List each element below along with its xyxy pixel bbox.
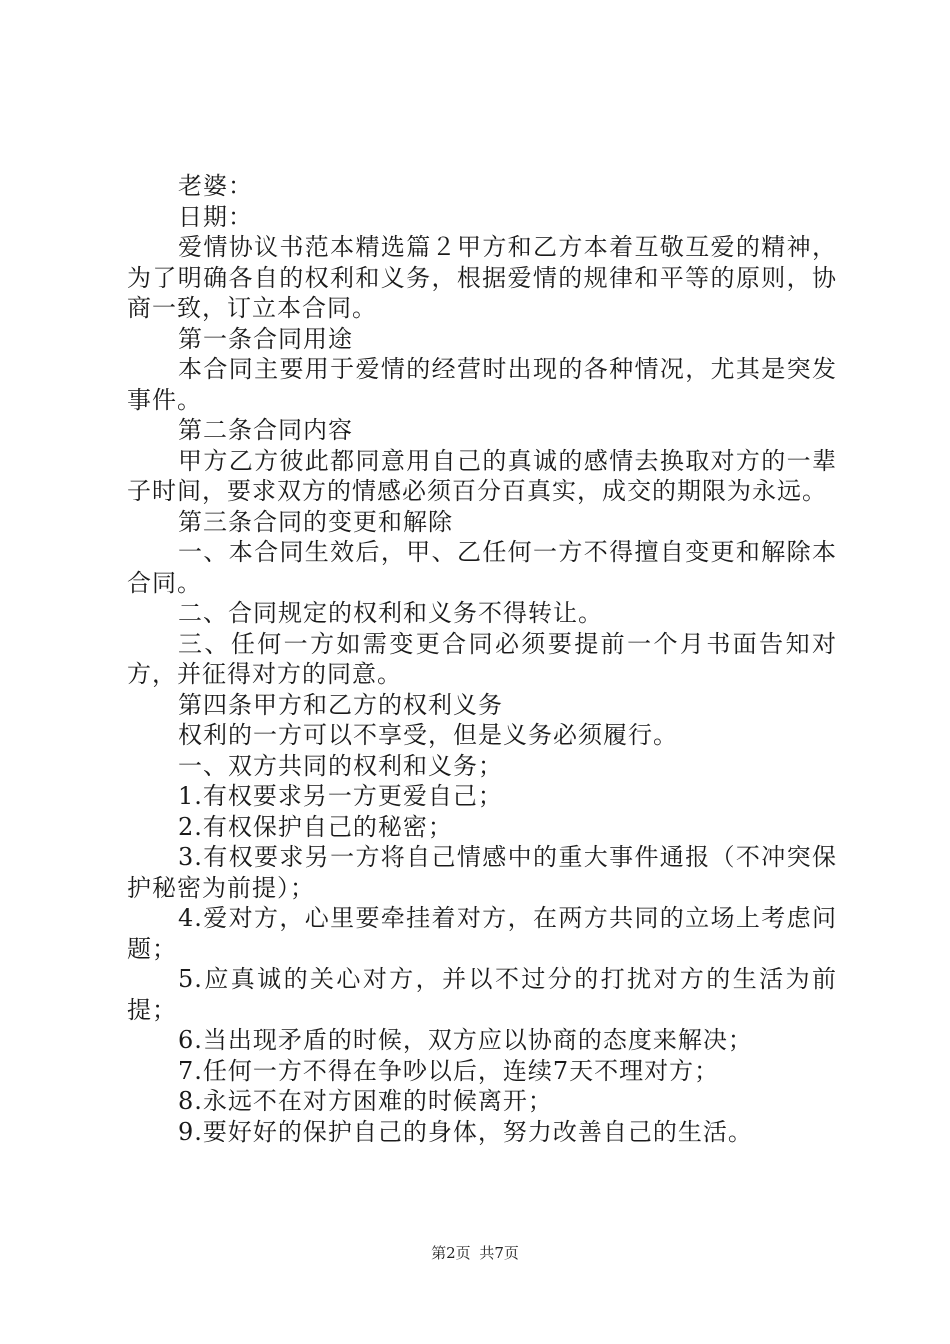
list-item-6: 6.当出现矛盾的时候，双方应以协商的态度来解决； xyxy=(178,1026,753,1054)
page-footer xyxy=(0,1243,950,1263)
list-item-8: 8.永远不在对方困难的时候离开； xyxy=(178,1087,553,1115)
paragraph-intro: 爱情协议书范本精选篇２甲方和乙方本着互敬互爱的精神，为了明确各自的权利和义务，根据爱情的规律和平等的原则，协商一致，订立本合同。 xyxy=(127,233,837,322)
list-item-2: 2.有权保护自己的秘密； xyxy=(178,812,453,841)
paragraph-article-4-section-1: 一、双方共同的权利和义务； xyxy=(178,751,503,780)
list-item-4: 4.爱对方，心里要牵挂着对方，在两方共同的立场上考虑问题； xyxy=(127,904,837,963)
paragraph-husband-wife-sign: 老婆： xyxy=(178,172,253,200)
list-item-7: 7.任何一方不得在争吵以后，连续7天不理对方； xyxy=(178,1056,720,1085)
list-item-1: 1.有权要求另一方更爱自己； xyxy=(178,782,503,810)
heading-article-3: 第三条合同的变更和解除 xyxy=(178,507,453,536)
list-item-9: 9.要好好的保护自己的身体，努力改善自己的生活。 xyxy=(178,1117,753,1146)
heading-article-2: 第二条合同内容 xyxy=(178,416,353,444)
paragraph-date: 日期： xyxy=(178,202,253,231)
heading-article-4: 第四条甲方和乙方的权利义务 xyxy=(178,690,503,719)
paragraph-article-3-item-2: 二、合同规定的权利和义务不得转让。 xyxy=(178,599,603,627)
paragraph-article-4-intro: 权利的一方可以不享受，但是义务必须履行。 xyxy=(178,721,678,749)
paragraph-article-3-item-3: 三、任何一方如需变更合同必须要提前一个月书面告知对方，并征得对方的同意。 xyxy=(127,629,837,688)
heading-article-1: 第一条合同用途 xyxy=(178,324,353,353)
page-total: 共7页 xyxy=(479,1244,519,1262)
paragraph-article-2: 甲方乙方彼此都同意用自己的真诚的感情去换取对方的一辈子时间，要求双方的情感必须百分百真实，成交的期限为永远。 xyxy=(127,446,837,505)
paragraph-article-3-item-1: 一、本合同生效后，甲、乙任何一方不得擅自变更和解除本合同。 xyxy=(127,538,837,597)
list-item-5: 5.应真诚的关心对方，并以不过分的打扰对方的生活为前提； xyxy=(127,965,837,1024)
page-number: 第2页 xyxy=(431,1244,471,1262)
document-body xyxy=(127,171,837,1147)
paragraph-article-1: 本合同主要用于爱情的经营时出现的各种情况，尤其是突发事件。 xyxy=(127,355,837,414)
list-item-3: 3.有权要求另一方将自己情感中的重大事件通报（不冲突保护秘密为前提）； xyxy=(127,843,837,902)
